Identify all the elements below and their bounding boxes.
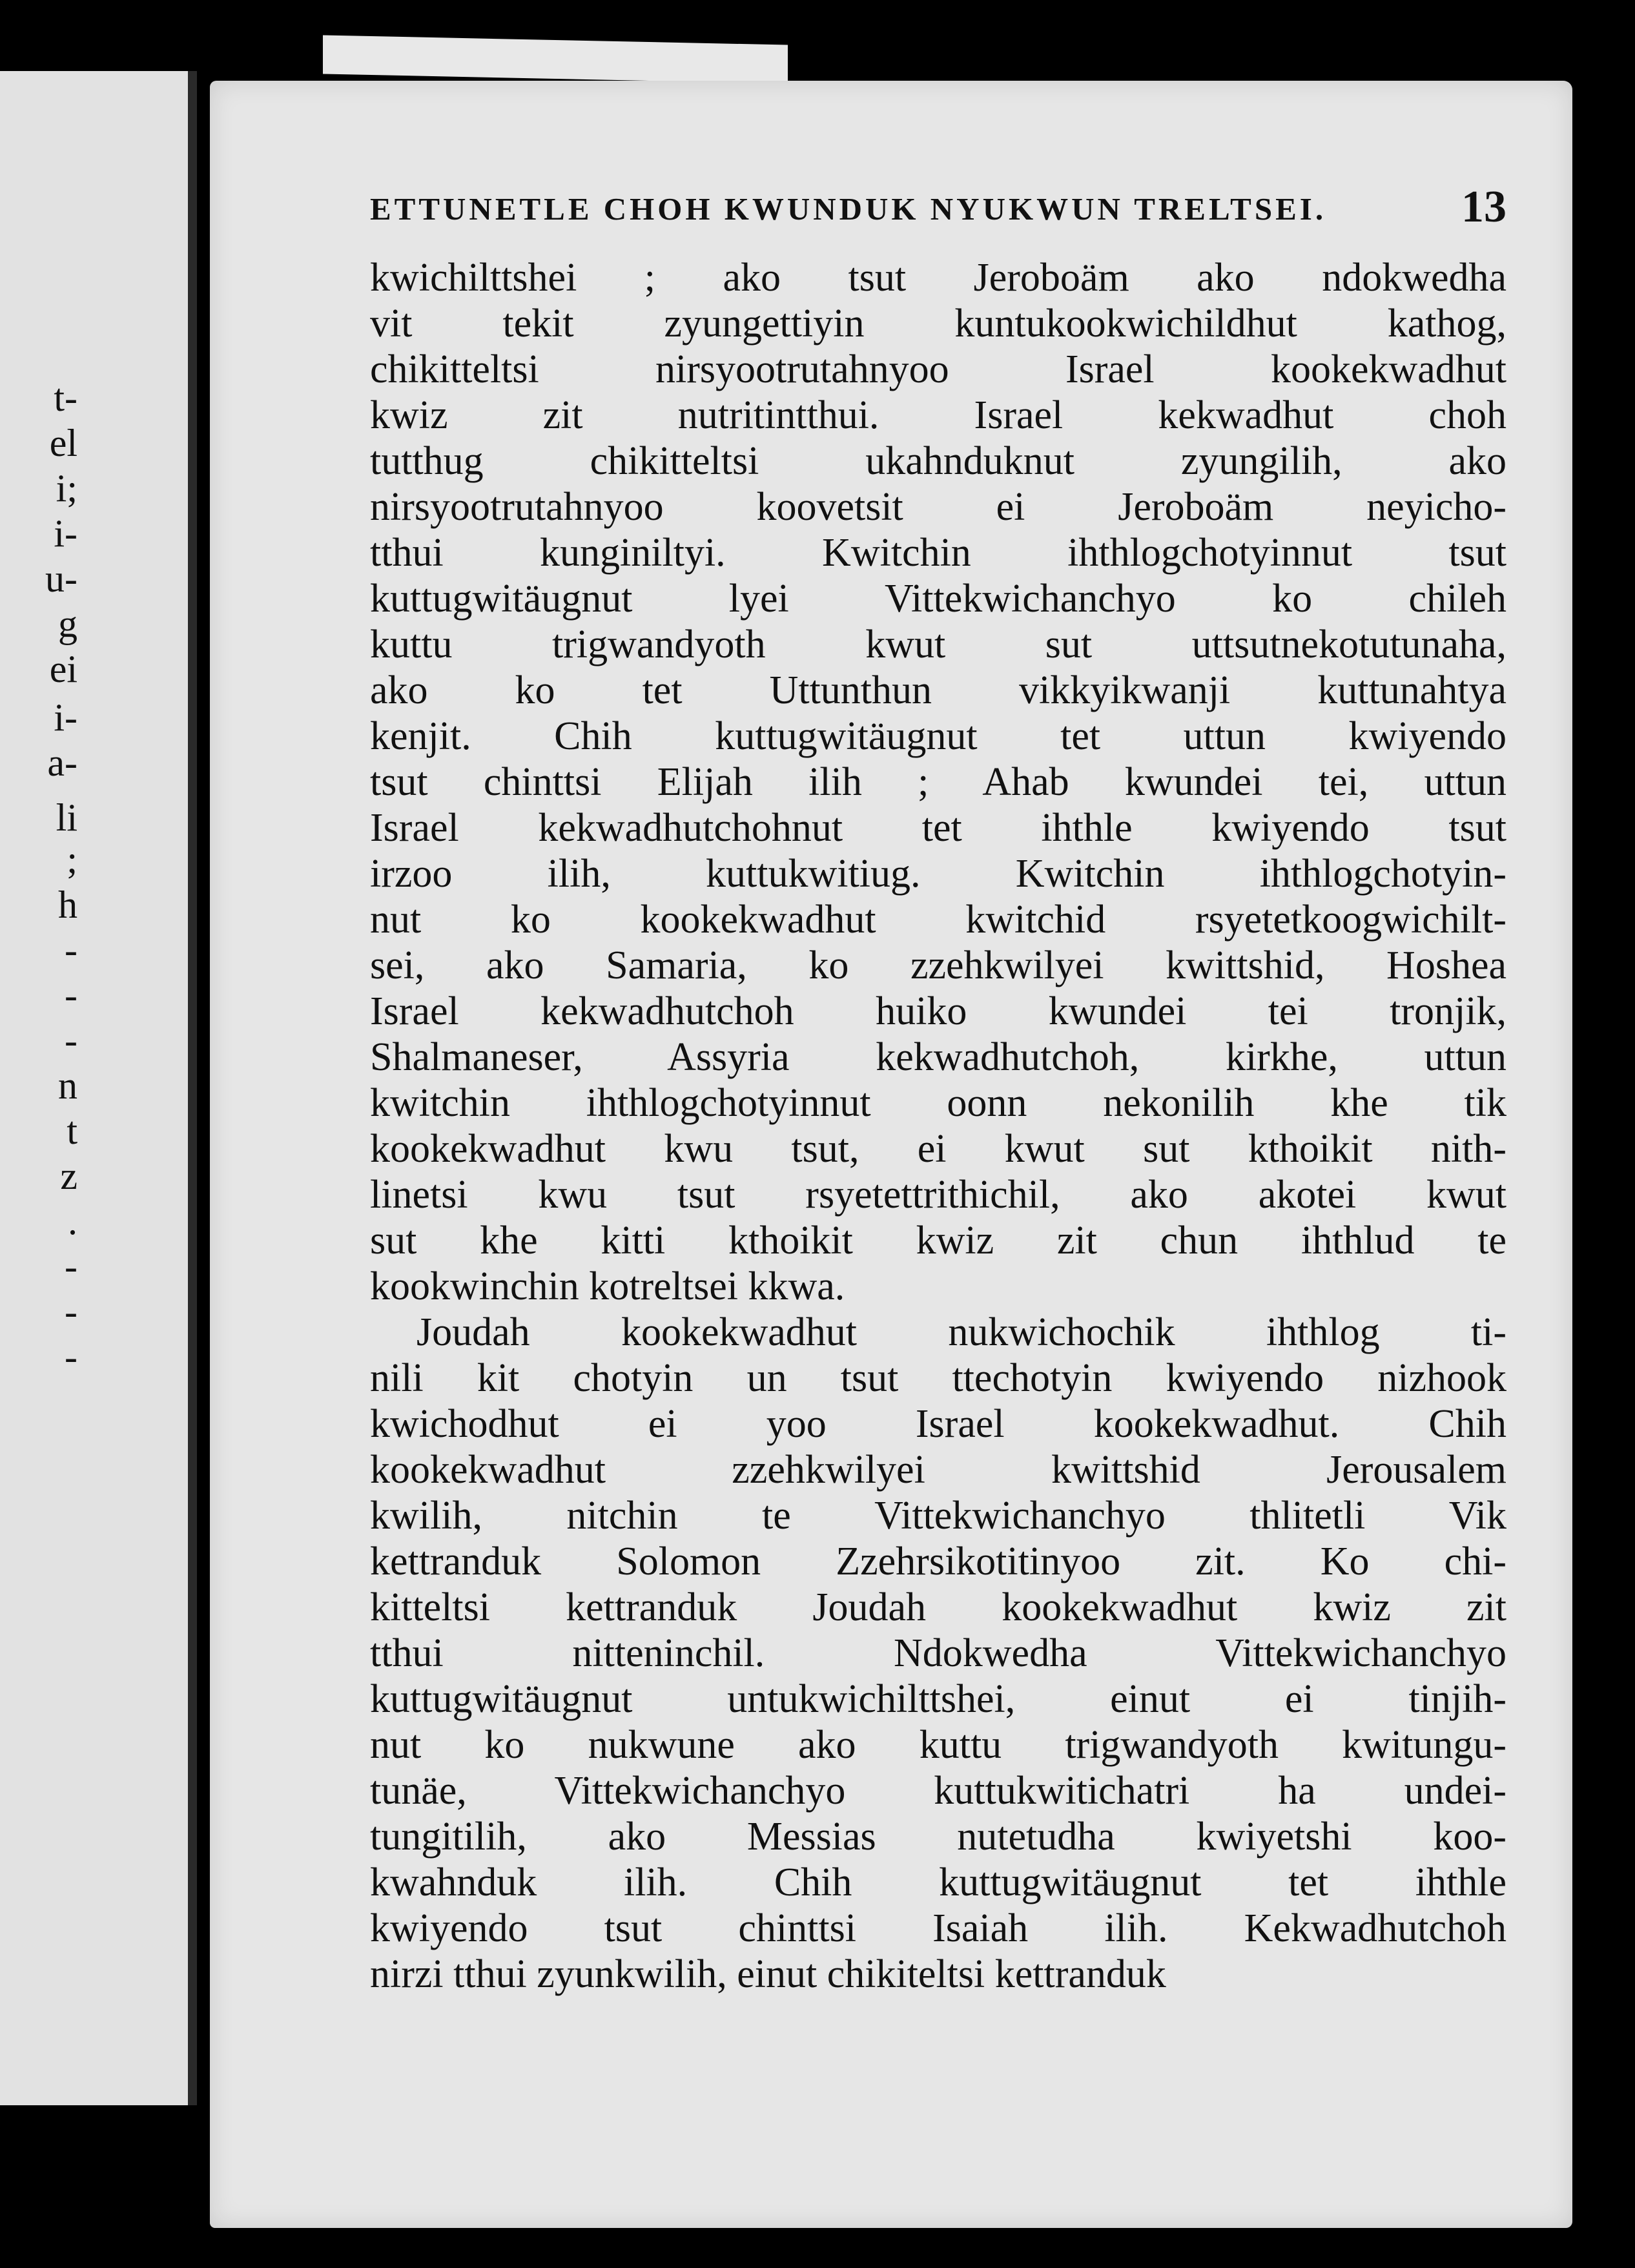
left-page-fragment: - <box>65 974 77 1016</box>
text-line: irzoo ilih, kuttukwitiug. Kwitchin ihthlogchotyin- <box>370 852 1506 896</box>
body-text <box>370 255 1506 1997</box>
text-line: Shalmaneser, Assyria kekwadhutchoh, kirkhe, uttun <box>370 1035 1506 1079</box>
text-line: nili kit chotyin un tsut ttechotyin kwiyendo nizhook <box>370 1356 1506 1400</box>
left-page-fragment: . <box>68 1200 77 1242</box>
text-line: nut ko nukwune ako kuttu trigwandyoth kwitungu- <box>370 1723 1506 1767</box>
text-line: kwitchin ihthlogchotyinnut oonn nekonilih khe tik <box>370 1081 1506 1125</box>
text-line: linetsi kwu tsut rsyetettrithichil, ako akotei kwut <box>370 1173 1506 1217</box>
previous-page-edge <box>0 71 197 2105</box>
text-line: kuttugwitäugnut untukwichilttshei, einut ei tinjih- <box>370 1677 1506 1721</box>
left-page-fragment: t- <box>54 376 77 419</box>
torn-paper-strip <box>323 35 788 83</box>
text-line: tthui kunginiltyi. Kwitchin ihthlogchotyinnut tsut <box>370 531 1506 575</box>
left-page-fragment: n <box>58 1064 77 1107</box>
left-page-fragment: g <box>58 603 77 645</box>
text-line: Joudah kookekwadhut nukwichochik ihthlog ti- <box>416 1310 1506 1354</box>
left-page-fragment: - <box>65 1019 77 1062</box>
text-line: kookwinchin kotreltsei kkwa. <box>370 1264 845 1308</box>
running-head: ETTUNETLE CHOH KWUNDUK NYUKWUN TRELTSEI. <box>370 191 1327 227</box>
left-page-fragment: u- <box>45 557 77 600</box>
text-line: chikitteltsi nirsyootrutahnyoo Israel kookekwadhut <box>370 347 1506 391</box>
text-line: kookekwadhut zzehkwilyei kwittshid Jerousalem <box>370 1448 1506 1492</box>
text-line: Israel kekwadhutchoh huiko kwundei tei tronjik, <box>370 989 1506 1033</box>
text-line: tungitilih, ako Messias nutetudha kwiyetshi koo- <box>370 1815 1506 1859</box>
left-page-fragment: t <box>67 1109 77 1152</box>
text-line: sei, ako Samaria, ko zzehkwilyei kwittshid, Hoshea <box>370 943 1506 987</box>
left-page-fragment: - <box>65 929 77 971</box>
text-line: kitteltsi kettranduk Joudah kookekwadhut kwiz zit <box>370 1585 1506 1629</box>
text-line: kwahnduk ilih. Chih kuttugwitäugnut tet ihthle <box>370 1861 1506 1904</box>
text-line: kenjit. Chih kuttugwitäugnut tet uttun kwiyendo <box>370 714 1506 758</box>
text-line: nirzi tthui zyunkwilih, einut chikiteltsi kettranduk <box>370 1952 1166 1996</box>
text-line: nirsyootrutahnyoo koovetsit ei Jeroboäm neyicho- <box>370 485 1506 529</box>
text-line: tunäe, Vittekwichanchyo kuttukwitichatri ha undei- <box>370 1769 1506 1813</box>
left-page-fragment: i; <box>56 467 77 510</box>
left-page-fragment: el <box>49 422 77 464</box>
text-line: tsut chinttsi Elijah ilih ; Ahab kwundei tei, uttun <box>370 760 1506 804</box>
text-line: vit tekit zyungettiyin kuntukookwichildhut kathog, <box>370 302 1506 345</box>
left-page-fragment: - <box>65 1245 77 1288</box>
left-page-fragment: i- <box>54 696 77 739</box>
text-line: kuttu trigwandyoth kwut sut uttsutnekotutunaha, <box>370 623 1506 666</box>
left-page-fragment: ; <box>67 838 77 881</box>
left-page-fragment: h <box>58 883 77 926</box>
left-page-fragment: z <box>60 1155 77 1197</box>
book-page <box>210 81 1572 2228</box>
left-page-fragment: i- <box>54 512 77 555</box>
text-line: Israel kekwadhutchohnut tet ihthle kwiyendo tsut <box>370 806 1506 850</box>
text-line: sut khe kitti kthoikit kwiz zit chun ihthlud te <box>370 1219 1506 1263</box>
page-header <box>370 178 1506 236</box>
text-line: kwiz zit nutritintthui. Israel kekwadhut choh <box>370 393 1506 437</box>
text-line: tutthug chikitteltsi ukahnduknut zyungilih, ako <box>370 439 1506 483</box>
left-page-fragment: li <box>56 796 77 839</box>
text-line: tthui nitteninchil. Ndokwedha Vittekwichanchyo <box>370 1631 1506 1675</box>
text-line: kwilih, nitchin te Vittekwichanchyo thlitetli Vik <box>370 1494 1506 1538</box>
text-line: ako ko tet Uttunthun vikkyikwanji kuttunahtya <box>370 668 1506 712</box>
text-line: kwiyendo tsut chinttsi Isaiah ilih. Kekwadhutchoh <box>370 1906 1506 1950</box>
text-line: kettranduk Solomon Zzehrsikotitinyoo zit. Ko chi- <box>370 1540 1506 1583</box>
text-line: kuttugwitäugnut lyei Vittekwichanchyo ko chileh <box>370 577 1506 621</box>
text-line: kwichilttshei ; ako tsut Jeroboäm ako ndokwedha <box>370 256 1506 300</box>
page-number: 13 <box>1461 182 1506 232</box>
left-page-fragment: - <box>65 1335 77 1378</box>
left-page-fragment: a- <box>47 741 77 784</box>
text-line: nut ko kookekwadhut kwitchid rsyetetkoogwichilt- <box>370 898 1506 942</box>
text-line: kookekwadhut kwu tsut, ei kwut sut kthoikit nith- <box>370 1127 1506 1171</box>
text-line: kwichodhut ei yoo Israel kookekwadhut. Chih <box>370 1402 1506 1446</box>
left-page-fragment: ei <box>49 648 77 690</box>
left-page-fragment: - <box>65 1290 77 1333</box>
